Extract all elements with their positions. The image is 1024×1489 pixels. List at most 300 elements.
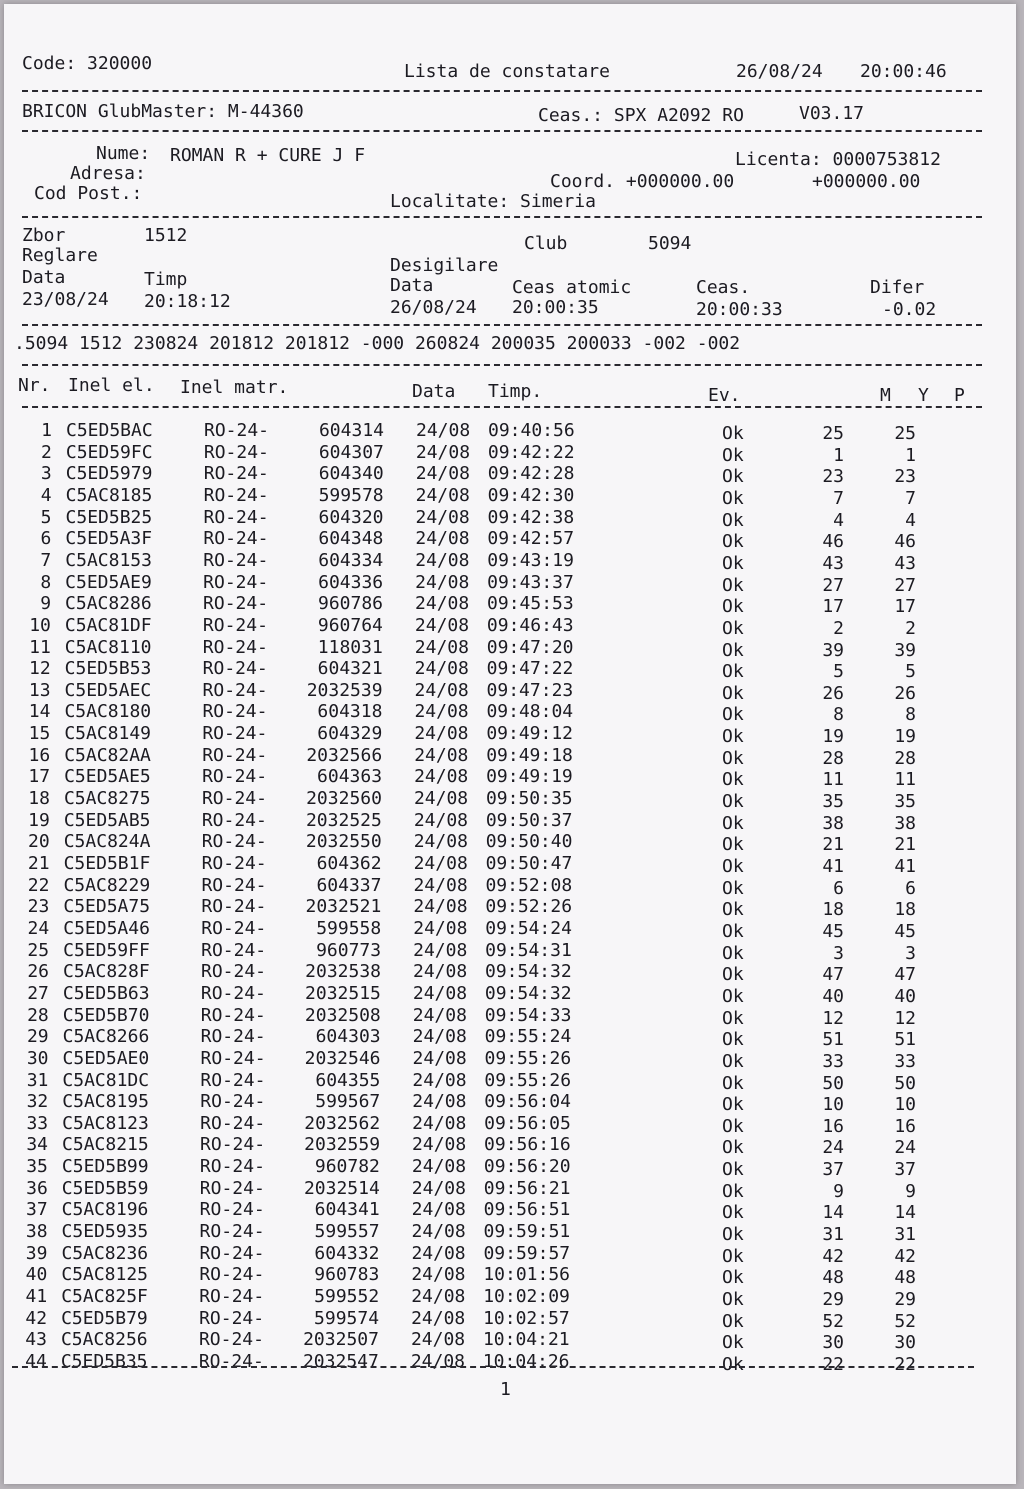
electronic-ring: C5AC8180: [64, 701, 152, 723]
row-number: 24: [27, 917, 50, 939]
arrival-date: 24/08: [412, 1026, 467, 1048]
ring-number: 604362: [316, 853, 382, 874]
event-status: Ok: [722, 1224, 744, 1246]
row-number: 20: [28, 831, 50, 853]
arrival-date: 24/08: [412, 1004, 467, 1026]
arrival-date: 24/08: [411, 1156, 467, 1178]
col-ev: Ev.: [708, 385, 741, 406]
rank-m: 30: [822, 1332, 844, 1354]
row-number: 9: [40, 593, 52, 615]
ring-number: 960786: [318, 593, 384, 615]
row-number: 34: [26, 1134, 49, 1156]
arrival-time: 09:55:24: [484, 1026, 572, 1048]
rank-y: 48: [894, 1267, 916, 1289]
table-row: [4, 528, 1016, 553]
reglare-date: 23/08/24: [22, 289, 109, 310]
electronic-ring: C5ED5AEC: [64, 679, 152, 701]
zbor-label: Zbor: [22, 225, 66, 246]
event-status: Ok: [722, 509, 744, 531]
arrival-date: 24/08: [410, 1350, 466, 1372]
row-number: 13: [28, 679, 51, 701]
electronic-ring: C5AC8229: [63, 874, 151, 896]
event-status: Ok: [722, 487, 744, 509]
code-line: .5094 1512 230824 201812 201812 -000 260824 200035 200033 -002 -002: [14, 333, 741, 354]
ring-number: 2032562: [304, 1112, 381, 1134]
event-status: Ok: [722, 1050, 744, 1072]
rank-y: 4: [905, 509, 916, 531]
table-row: [4, 939, 1016, 964]
ring-prefix: RO-24-: [199, 1177, 265, 1199]
ring-number: 2032515: [305, 982, 381, 1004]
arrival-time: 09:59:57: [483, 1242, 571, 1264]
arrival-date: 24/08: [411, 1199, 466, 1221]
difer-value: -0.02: [882, 299, 937, 320]
arrival-time: 09:46:43: [486, 614, 574, 636]
rank-m: 40: [822, 985, 844, 1007]
event-status: Ok: [722, 1180, 744, 1202]
rank-y: 40: [894, 985, 916, 1007]
arrival-date: 24/08: [413, 874, 468, 896]
arrival-date: 24/08: [411, 1221, 466, 1243]
coordinates-secondary: +000000.00: [812, 171, 921, 192]
arrival-time: 09:42:28: [487, 463, 575, 485]
arrival-date: 24/08: [414, 614, 470, 636]
event-status: Ok: [722, 531, 744, 553]
document-title: Lista de constatare: [404, 61, 610, 82]
arrival-time: 09:56:05: [484, 1112, 571, 1134]
rank-m: 6: [833, 877, 844, 899]
row-number: 21: [27, 853, 50, 874]
arrival-date: 24/08: [411, 1307, 466, 1329]
event-status: Ok: [722, 1072, 744, 1094]
rank-y: 33: [894, 1050, 916, 1072]
arrival-date: 24/08: [413, 917, 468, 939]
rank-y: 27: [894, 574, 916, 596]
arrival-date: 24/08: [412, 1134, 467, 1156]
electronic-ring: C5AC8275: [63, 788, 151, 810]
event-status: Ok: [722, 423, 744, 444]
row-number: 5: [40, 506, 52, 528]
arrival-time: 09:42:57: [487, 528, 575, 550]
electronic-ring: C5ED5B1F: [63, 853, 151, 874]
rank-y: 1: [905, 444, 916, 466]
event-status: Ok: [722, 1137, 744, 1159]
table-row: [4, 874, 1016, 899]
table-row: [4, 1221, 1016, 1246]
electronic-ring: C5AC8256: [60, 1329, 148, 1351]
event-status: Ok: [722, 704, 744, 726]
rank-m: 10: [822, 1094, 844, 1116]
row-number: 6: [40, 528, 52, 550]
electronic-ring: C5AC8185: [65, 484, 153, 506]
ring-number: 604318: [317, 701, 383, 723]
ring-number: 604332: [314, 1242, 380, 1264]
row-number: 16: [28, 744, 51, 766]
reglare-data-label: Data: [22, 267, 66, 288]
arrival-time: 09:47:22: [486, 658, 574, 680]
arrival-time: 10:02:57: [483, 1307, 570, 1329]
arrival-date: 24/08: [410, 1329, 466, 1351]
table-row: [4, 961, 1016, 986]
ring-number: 604303: [315, 1026, 381, 1048]
arrival-date: 24/08: [413, 788, 469, 810]
event-status: Ok: [722, 726, 744, 748]
electronic-ring: C5AC8123: [62, 1112, 149, 1134]
row-number: 4: [40, 484, 52, 506]
ring-prefix: RO-24-: [198, 1329, 264, 1351]
arrival-date: 24/08: [412, 982, 468, 1004]
table-row: [4, 484, 1016, 509]
electronic-ring: C5AC8196: [61, 1199, 149, 1221]
ring-prefix: RO-24-: [203, 528, 269, 550]
rank-y: 50: [894, 1072, 916, 1094]
ring-number: 2032546: [304, 1047, 381, 1069]
rank-y: 51: [894, 1029, 916, 1051]
rank-y: 43: [894, 552, 916, 574]
rank-m: 3: [833, 942, 844, 964]
table-row: [4, 1091, 1016, 1116]
rank-m: 19: [822, 726, 844, 748]
arrival-date: 24/08: [414, 679, 469, 701]
ring-prefix: RO-24-: [199, 1199, 265, 1221]
ring-prefix: RO-24-: [199, 1286, 265, 1307]
ring-prefix: RO-24-: [199, 1242, 265, 1264]
row-number: 7: [40, 549, 52, 571]
ring-number: 2032507: [303, 1329, 379, 1351]
electronic-ring: C5ED5A3F: [65, 528, 153, 550]
col-nr: Nr.: [18, 375, 51, 396]
electronic-ring: C5ED5AE9: [65, 571, 152, 593]
electronic-ring: C5ED5BAC: [66, 420, 153, 441]
arrival-date: 24/08: [411, 1264, 466, 1286]
arrival-date: 24/08: [415, 484, 470, 506]
row-number: 18: [28, 788, 50, 810]
desigilare-atomic-time: 20:00:35: [512, 297, 599, 318]
ring-number: 599552: [314, 1286, 380, 1307]
col-m: M: [880, 385, 891, 406]
arrival-time: 10:01:56: [483, 1264, 571, 1286]
table-row: [4, 1264, 1016, 1289]
rank-m: 14: [822, 1202, 844, 1224]
row-number: 44: [25, 1350, 47, 1372]
printout-page: [4, 4, 1016, 1484]
event-status: Ok: [722, 639, 744, 661]
row-number: 8: [40, 571, 52, 593]
rank-y: 30: [894, 1332, 916, 1354]
table-row: [4, 1286, 1016, 1310]
ring-prefix: RO-24-: [203, 593, 269, 615]
rank-m: 35: [822, 791, 844, 813]
rank-m: 2: [833, 617, 844, 639]
ring-number: 604307: [318, 441, 384, 463]
electronic-ring: C5AC8286: [65, 593, 152, 615]
rank-m: 45: [822, 920, 844, 942]
arrival-time: 09:56:20: [483, 1156, 571, 1178]
event-status: Ok: [722, 1353, 744, 1375]
electronic-ring: C5AC8266: [62, 1026, 150, 1048]
event-status: Ok: [722, 834, 744, 856]
event-status: Ok: [722, 856, 744, 877]
rank-m: 9: [833, 1180, 844, 1202]
ring-number: 604340: [318, 463, 384, 485]
row-number: 10: [29, 614, 51, 636]
table-row: [4, 1134, 1016, 1159]
row-number: 28: [27, 1004, 49, 1026]
arrival-time: 09:47:23: [486, 679, 574, 701]
rank-m: 21: [822, 834, 844, 856]
ring-prefix: RO-24-: [200, 1112, 266, 1134]
ring-number: 2032538: [305, 961, 381, 983]
row-number: 42: [25, 1307, 48, 1329]
arrival-date: 24/08: [414, 744, 469, 766]
ring-prefix: RO-24-: [200, 1004, 266, 1026]
ring-number: 2032539: [306, 679, 383, 701]
ring-prefix: RO-24-: [203, 441, 269, 463]
arrival-date: 24/08: [414, 636, 469, 658]
address-label: Adresa:: [70, 163, 146, 184]
event-status: Ok: [722, 1115, 744, 1137]
rank-m: 22: [822, 1353, 844, 1375]
ring-prefix: RO-24-: [199, 1156, 265, 1178]
rank-y: 7: [905, 487, 916, 509]
rank-m: 11: [822, 769, 844, 791]
ring-prefix: RO-24-: [204, 420, 270, 441]
arrival-time: 09:50:47: [485, 853, 573, 874]
table-row: [4, 831, 1016, 856]
ring-prefix: RO-24-: [198, 1350, 264, 1372]
owner-name: ROMAN R + CURE J F: [170, 145, 366, 166]
row-number: 41: [25, 1286, 48, 1307]
rank-y: 8: [905, 704, 916, 726]
ring-prefix: RO-24-: [202, 679, 268, 701]
ring-number: 2032566: [306, 744, 383, 766]
ring-prefix: RO-24-: [201, 939, 267, 961]
arrival-time: 09:49:12: [486, 723, 574, 745]
rank-y: 12: [894, 1007, 916, 1029]
electronic-ring: C5ED5AE0: [62, 1047, 150, 1069]
rank-m: 23: [822, 466, 844, 488]
ring-prefix: RO-24-: [202, 658, 268, 680]
table-row: [4, 1307, 1016, 1332]
clock-id: Ceas.: SPX A2092 RO: [538, 105, 744, 126]
ring-prefix: RO-24-: [203, 549, 269, 571]
rank-m: 5: [833, 661, 844, 683]
rank-y: 52: [894, 1310, 916, 1332]
event-status: Ok: [722, 596, 744, 618]
arrival-date: 24/08: [415, 528, 470, 550]
rank-y: 37: [894, 1159, 916, 1181]
rank-m: 50: [822, 1072, 844, 1094]
rank-y: 41: [894, 856, 916, 877]
rank-y: 25: [894, 423, 916, 444]
table-row: [4, 1112, 1016, 1137]
event-status: Ok: [722, 877, 744, 899]
arrival-date: 24/08: [415, 463, 470, 485]
rank-y: 28: [894, 747, 916, 769]
rank-m: 46: [822, 531, 844, 553]
table-row: [4, 1242, 1016, 1267]
ring-prefix: RO-24-: [202, 636, 268, 658]
table-row: [4, 1177, 1016, 1202]
event-status: Ok: [722, 574, 744, 596]
rank-y: 14: [894, 1202, 916, 1224]
ring-prefix: RO-24-: [200, 1026, 266, 1048]
rank-m: 25: [822, 423, 844, 444]
electronic-ring: C5ED5B53: [64, 658, 152, 680]
event-status: Ok: [722, 747, 744, 769]
event-status: Ok: [722, 920, 744, 942]
row-number: 17: [28, 766, 51, 788]
electronic-ring: C5AC8110: [64, 636, 152, 658]
row-number: 39: [25, 1242, 48, 1264]
ring-prefix: RO-24-: [200, 1069, 266, 1091]
ring-prefix: RO-24-: [201, 896, 267, 918]
arrival-time: 09:52:08: [485, 874, 573, 896]
ring-number: 604363: [317, 766, 383, 788]
rank-y: 29: [894, 1289, 916, 1310]
arrival-date: 24/08: [411, 1242, 466, 1264]
locality: Localitate: Simeria: [390, 191, 596, 212]
ring-prefix: RO-24-: [200, 1134, 266, 1156]
arrival-date: 24/08: [411, 1286, 466, 1307]
club-label: Club: [524, 233, 568, 254]
table-row: [4, 1004, 1016, 1029]
arrival-date: 24/08: [415, 593, 470, 615]
arrival-date: 24/08: [414, 701, 469, 723]
event-status: Ok: [722, 1310, 744, 1332]
desigilare-clock-time: 20:00:33: [696, 299, 783, 320]
arrival-time: 09:42:22: [487, 441, 575, 463]
print-time: 20:00:46: [860, 61, 947, 82]
rank-m: 48: [822, 1267, 844, 1289]
arrival-time: 09:59:51: [483, 1221, 571, 1243]
rank-m: 28: [822, 747, 844, 769]
ring-number: 604337: [316, 874, 382, 896]
table-row: [4, 441, 1016, 466]
arrival-time: 09:45:53: [487, 593, 574, 615]
difer-label: Difer: [870, 277, 925, 298]
ring-number: 960764: [317, 614, 383, 636]
rank-m: 26: [822, 682, 844, 704]
ring-number: 604320: [318, 506, 384, 528]
ring-number: 2032525: [305, 809, 382, 831]
rank-m: 33: [822, 1050, 844, 1072]
rank-y: 19: [894, 726, 916, 748]
event-status: Ok: [722, 682, 744, 704]
ring-number: 604348: [318, 528, 384, 550]
row-number: 23: [27, 896, 50, 918]
row-number: 11: [29, 636, 51, 658]
electronic-ring: C5AC8153: [65, 549, 152, 571]
row-number: 37: [25, 1199, 48, 1221]
table-row: [4, 420, 1016, 444]
event-status: Ok: [722, 466, 744, 488]
ring-prefix: RO-24-: [203, 484, 269, 506]
rank-m: 16: [822, 1115, 844, 1137]
ring-number: 2032514: [303, 1177, 380, 1199]
electronic-ring: C5ED5935: [61, 1221, 149, 1243]
ring-prefix: RO-24-: [200, 982, 266, 1004]
row-number: 2: [41, 441, 52, 463]
rank-m: 4: [833, 509, 844, 531]
electronic-ring: C5AC82AA: [64, 744, 151, 766]
rank-m: 41: [822, 856, 844, 877]
rank-y: 5: [905, 661, 916, 683]
arrival-time: 09:54:32: [485, 961, 572, 983]
electronic-ring: C5AC8195: [62, 1091, 149, 1113]
ring-number: 604355: [315, 1069, 381, 1091]
event-status: Ok: [722, 1267, 744, 1289]
ring-number: 960783: [314, 1264, 380, 1286]
ring-number: 604336: [318, 571, 384, 593]
table-row: [4, 917, 1016, 942]
ring-prefix: RO-24-: [202, 744, 268, 766]
rank-y: 46: [894, 531, 916, 553]
arrival-time: 09:42:38: [487, 506, 575, 528]
ring-number: 2032547: [302, 1350, 379, 1372]
ring-number: 599567: [315, 1091, 381, 1113]
event-status: Ok: [722, 444, 744, 466]
firmware-version: V03.17: [799, 103, 865, 124]
ring-number: 2032560: [306, 788, 382, 810]
arrival-time: 09:50:40: [485, 831, 573, 853]
arrival-time: 09:55:26: [484, 1069, 572, 1091]
electronic-ring: C5ED5979: [65, 463, 153, 485]
table-row: [4, 809, 1016, 834]
row-number: 27: [27, 982, 49, 1004]
ring-prefix: RO-24-: [201, 874, 267, 896]
rank-y: 26: [894, 682, 916, 704]
row-number: 26: [27, 961, 49, 983]
rank-m: 52: [822, 1310, 844, 1332]
rank-y: 18: [894, 899, 916, 921]
arrival-time: 09:56:04: [484, 1091, 571, 1113]
event-status: Ok: [722, 942, 744, 964]
electronic-ring: C5ED5B99: [61, 1156, 149, 1178]
table-row: [4, 636, 1016, 661]
arrival-date: 24/08: [413, 809, 469, 831]
separator: [12, 1366, 974, 1368]
electronic-ring: C5AC8215: [62, 1134, 149, 1156]
row-number: 38: [25, 1221, 48, 1243]
ring-prefix: RO-24-: [199, 1307, 265, 1329]
ring-prefix: RO-24-: [203, 463, 269, 485]
event-status: Ok: [722, 791, 744, 813]
row-number: 43: [25, 1329, 47, 1351]
postcode-label: Cod Post.:: [34, 183, 143, 204]
electronic-ring: C5AC8236: [61, 1242, 149, 1264]
rank-y: 2: [905, 617, 916, 639]
event-status: Ok: [722, 1029, 744, 1051]
ceas-atomic-label: Ceas atomic: [512, 277, 632, 298]
arrival-time: 09:49:19: [486, 766, 573, 788]
ring-number: 604329: [317, 723, 383, 745]
ring-prefix: RO-24-: [201, 917, 267, 939]
rank-m: 31: [822, 1224, 844, 1246]
rank-y: 22: [894, 1353, 916, 1375]
arrival-date: 24/08: [412, 1091, 467, 1113]
rank-y: 21: [894, 834, 916, 856]
rank-y: 24: [894, 1137, 916, 1159]
arrival-date: 24/08: [413, 831, 468, 853]
ring-prefix: RO-24-: [199, 1264, 265, 1286]
event-status: Ok: [722, 1094, 744, 1116]
table-row: [4, 1069, 1016, 1094]
separator: [22, 364, 982, 366]
event-status: Ok: [722, 552, 744, 574]
event-status: Ok: [722, 899, 744, 921]
separator: [22, 216, 982, 218]
